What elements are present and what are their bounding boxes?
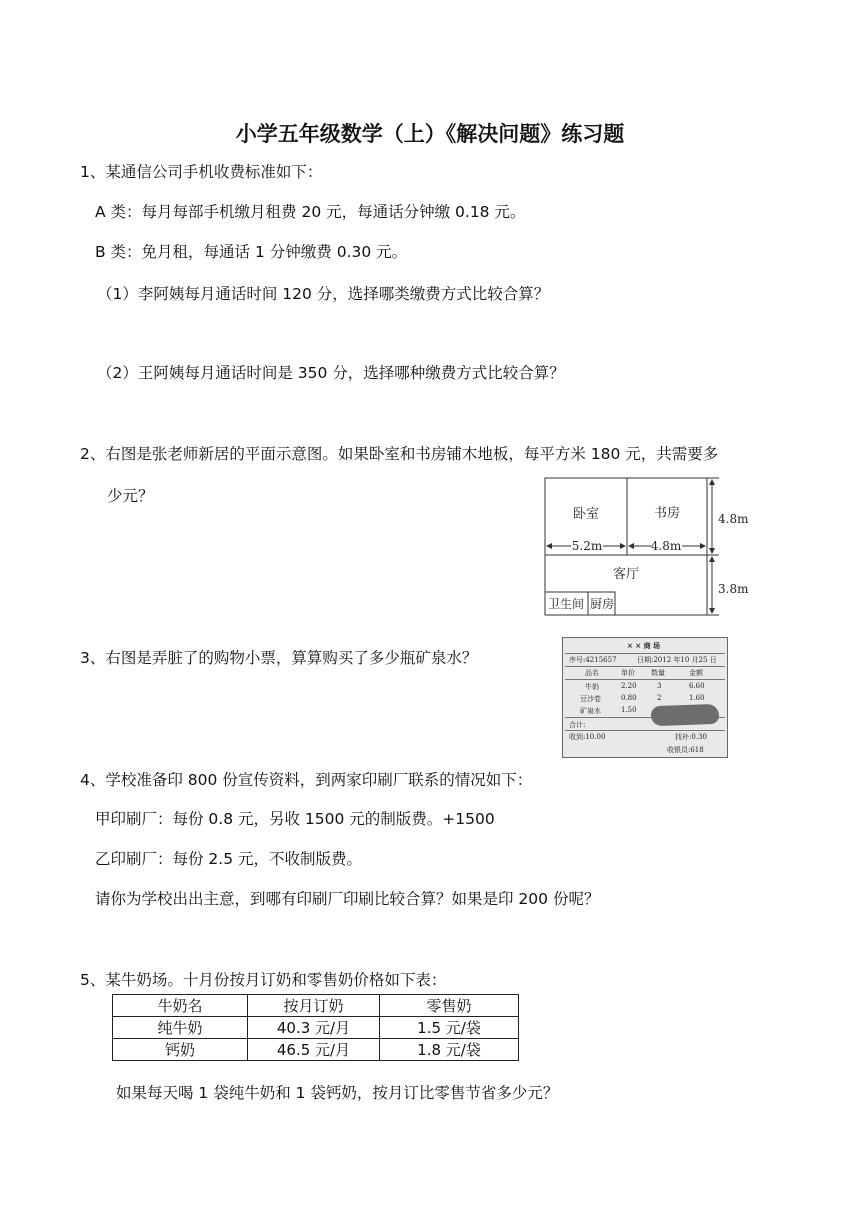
- plan-kitchen-label: 厨房: [589, 597, 615, 611]
- plan-dim-5.2m: 5.2m: [571, 539, 603, 553]
- receipt-change: 找补:0.30: [675, 733, 707, 741]
- q5-question: 如果每天喝 1 袋纯牛奶和 1 袋钙奶，按月订比零售节省多少元？: [116, 1084, 559, 1102]
- q3-stem: 3、右图是弄脏了的购物小票，算算购买了多少瓶矿泉水？: [80, 649, 478, 667]
- q1-option-a: A 类：每月每部手机缴月租费 20 元，每通话分钟缴 0.18 元。: [95, 203, 526, 221]
- q1-stem: 1、某通信公司手机收费标准如下：: [80, 163, 323, 181]
- table-header: 牛奶名: [113, 995, 248, 1017]
- q4-question: 请你为学校出出主意，到哪有印刷厂印刷比较合算？如果是印 200 份呢？: [95, 890, 600, 908]
- table-cell: 1.5 元/袋: [380, 1017, 519, 1039]
- table-cell: 钙奶: [113, 1039, 248, 1061]
- receipt-store-name: × × 商 场: [627, 641, 661, 650]
- plan-dim-4.8m-right: 4.8m: [718, 512, 749, 526]
- receipt-date: 日期:2012 年10 月25 日: [637, 656, 717, 664]
- receipt-header-qty: 数量: [651, 669, 665, 677]
- q2-stem-line1: 2、右图是张老师新居的平面示意图。如果卧室和书房铺木地板，每平方米 180 元，共需要多: [80, 445, 719, 463]
- q1-subquestion-1: （1）李阿姨每月通话时间 120 分，选择哪类缴费方式比较合算？: [97, 285, 550, 303]
- q2-stem-line2: 少元？: [107, 487, 154, 505]
- receipt-header-name: 品名: [585, 669, 599, 677]
- table-row: [113, 1017, 519, 1039]
- table-cell: 46.5 元/月: [248, 1039, 380, 1061]
- plan-bedroom-label: 卧室: [572, 507, 600, 522]
- q5-stem: 5、某牛奶场。十月份按月订奶和零售奶价格如下表：: [80, 971, 447, 989]
- receipt-row-item: 矿泉水: [580, 707, 601, 715]
- table-header: 零售奶: [380, 995, 519, 1017]
- q4-stem: 4、学校准备印 800 份宣传资料，到两家印刷厂联系的情况如下：: [80, 771, 533, 789]
- q4-option-a: 甲印刷厂：每份 0.8 元，另收 1500 元的制版费。+1500: [95, 810, 495, 828]
- receipt-row-price: 1.50: [621, 706, 637, 714]
- q4-option-b: 乙印刷厂：每份 2.5 元，不收制版费。: [95, 850, 363, 868]
- table-cell: 纯牛奶: [113, 1017, 248, 1039]
- plan-dim-3.8m: 3.8m: [718, 582, 749, 596]
- q1-subquestion-2: （2）王阿姨每月通话时间是 350 分，选择哪种缴费方式比较合算？: [97, 364, 565, 382]
- receipt-row-price: 0.80: [621, 694, 637, 702]
- receipt-total-label: 合计:: [569, 721, 586, 729]
- receipt-row-item: 豆沙卷: [580, 695, 601, 703]
- receipt-row-qty: 2: [657, 694, 662, 702]
- table-cell: 1.8 元/袋: [380, 1039, 519, 1061]
- receipt-row-item: 牛奶: [585, 683, 599, 691]
- receipt-header-amount: 金额: [689, 669, 703, 677]
- table-header: 按月订奶: [248, 995, 380, 1017]
- receipt-header-price: 单价: [621, 669, 635, 677]
- plan-study-label: 书房: [653, 506, 681, 521]
- receipt-cashier: 收银员:618: [667, 746, 704, 754]
- receipt-row-qty: 3: [657, 682, 662, 690]
- receipt-received: 收到:10.00: [569, 733, 606, 741]
- receipt-dirt-smudge: [651, 704, 720, 726]
- table-header-row: [113, 995, 519, 1017]
- plan-dim-4.8m: 4.8m: [650, 539, 682, 553]
- table-cell: 40.3 元/月: [248, 1017, 380, 1039]
- receipt-row-price: 2.20: [621, 682, 637, 690]
- milk-price-table: [112, 994, 519, 1061]
- receipt-serial: 序号:4215657: [569, 656, 617, 664]
- plan-living-room-label: 客厅: [612, 567, 640, 582]
- page-title: 小学五年级数学（上）《解决问题》练习题: [235, 122, 625, 146]
- receipt-row-amount: 6.60: [689, 682, 705, 690]
- table-row: [113, 1039, 519, 1061]
- receipt-row-amount: 1.60: [689, 694, 705, 702]
- plan-bathroom-label: 卫生间: [547, 597, 585, 611]
- q1-option-b: B 类：免月租，每通话 1 分钟缴费 0.30 元。: [95, 243, 408, 261]
- shopping-receipt: [562, 637, 728, 758]
- floor-plan: [544, 476, 749, 622]
